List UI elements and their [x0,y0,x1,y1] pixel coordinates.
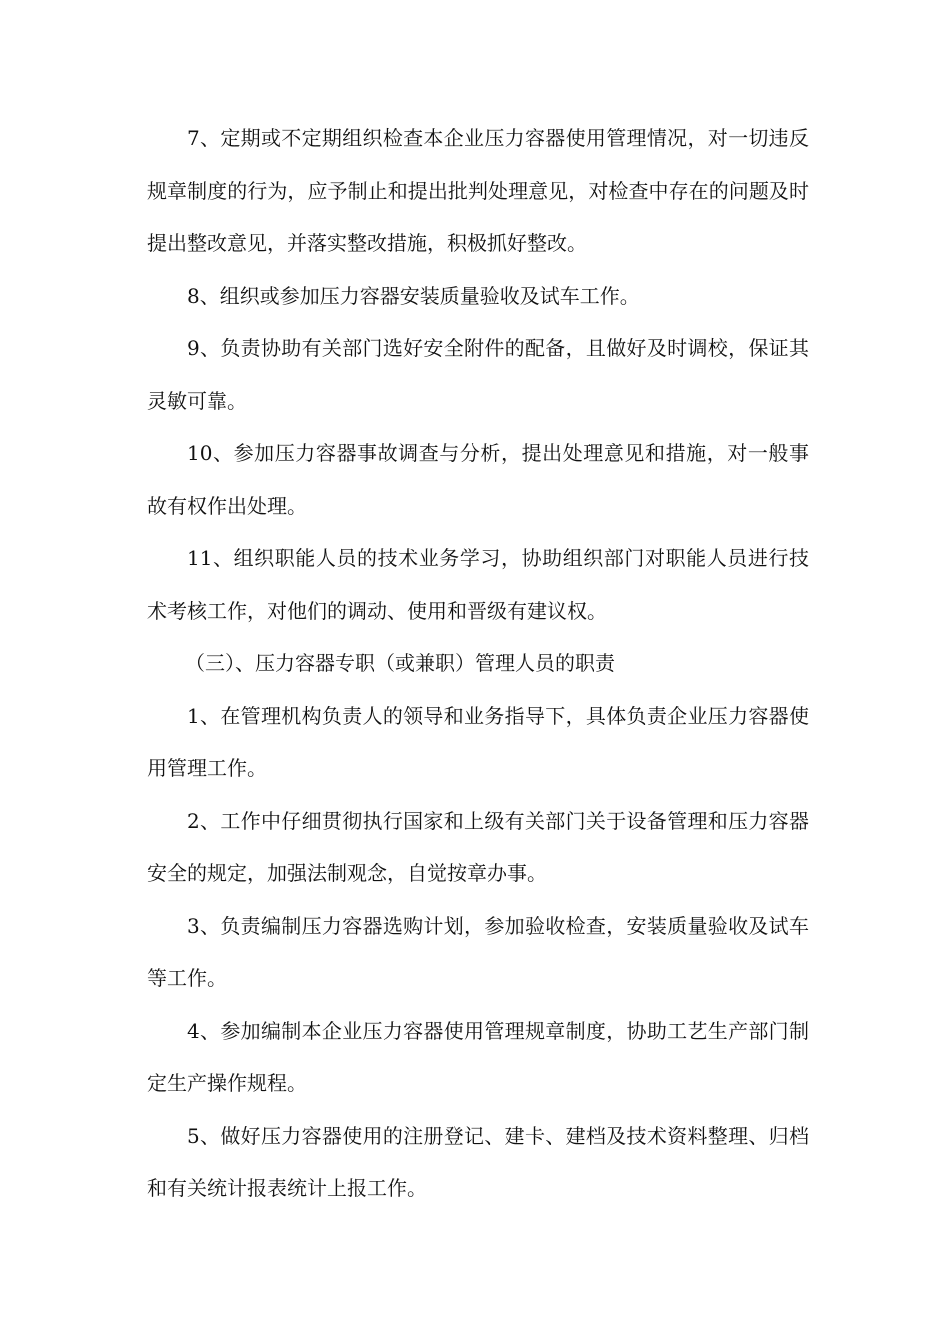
document-body [147,112,809,1215]
paragraph-10: 10、参加压力容器事故调查与分析，提出处理意见和措施，对一般事故有权作出处理。 [147,441,809,518]
paragraph-7: 7、定期或不定期组织检查本企业压力容器使用管理情况，对一切违反规章制度的行为，应予制止和提出批判处理意见，对检查中存在的问题及时提出整改意见，并落实整改措施，积极抓好整改。 [147,126,809,255]
section-heading: （三）、压力容器专职（或兼职）管理人员的职责 [185,651,615,675]
paragraph-8: 8、组织或参加压力容器安装质量验收及试车工作。 [187,283,640,308]
section-paragraph-4: 4、参加编制本企业压力容器使用管理规章制度，协助工艺生产部门制定生产操作规程。 [147,1018,809,1095]
section-paragraph-5: 5、做好压力容器使用的注册登记、建卡、建档及技术资料整理、归档和有关统计报表统计上报工作。 [147,1123,809,1200]
paragraph-9: 9、负责协助有关部门选好安全附件的配备，且做好及时调校，保证其灵敏可靠。 [147,336,809,413]
section-paragraph-2: 2、工作中仔细贯彻执行国家和上级有关部门关于设备管理和压力容器安全的规定，加强法制观念，自觉按章办事。 [147,808,809,885]
section-paragraph-3: 3、负责编制压力容器选购计划，参加验收检查，安装质量验收及试车等工作。 [147,913,809,990]
paragraph-11: 11、组织职能人员的技术业务学习，协助组织部门对职能人员进行技术考核工作，对他们的调动、使用和晋级有建议权。 [147,546,809,623]
section-paragraph-1: 1、在管理机构负责人的领导和业务指导下，具体负责企业压力容器使用管理工作。 [147,703,809,780]
